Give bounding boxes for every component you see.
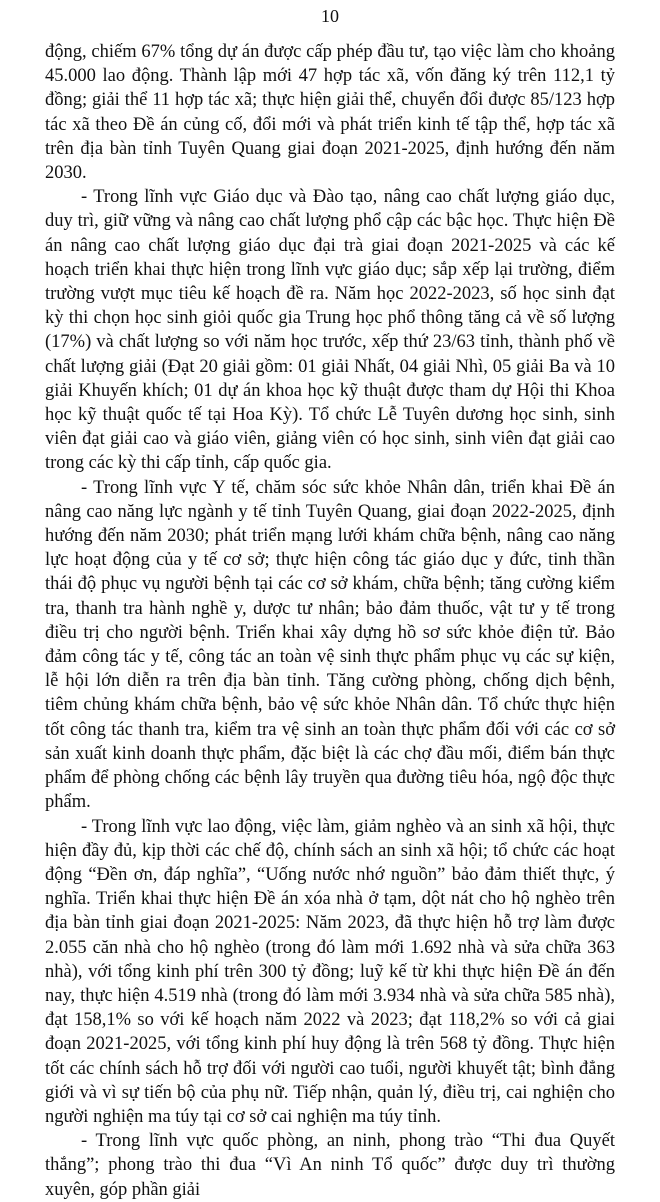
paragraph-education: - Trong lĩnh vực Giáo dục và Đào tạo, nâng cao chất lượng giáo dục, duy trì, giữ vững và nâng cao chất lượng phổ cập các bậc học. Thực hiện Đề án nâng cao chất lượng giáo dục đại trà giai đoạn 2021-2025 và các kế hoạch triển khai thực hiện trong lĩnh vực giáo dục; sắp xếp lại trường, điểm trường vượt mục tiêu kế hoạch đề ra. Năm học 2022-2023, số học sinh đạt kỳ thi chọn học sinh giỏi quốc gia Trung học phổ thông tăng cả về số lượng (17%) và chất lượng so với năm học trước, xếp thứ 23/63 tỉnh, thành phố về chất lượng giải (Đạt 20 giải gồm: 01 giải Nhất, 04 giải Nhì, 05 giải Ba và 10 giải Khuyến khích; 01 dự án khoa học kỹ thuật được tham dự Hội thi Khoa học kỹ thuật quốc tế tại Hoa Kỳ). Tổ chức Lễ Tuyên dương học sinh, sinh viên đạt giải cao và giáo viên, giảng viên có học sinh, sinh viên đạt giải cao trong các kỳ thi cấp tỉnh, cấp quốc gia.	[45, 187, 615, 474]
paragraph-defense-security: - Trong lĩnh vực quốc phòng, an ninh, phong trào “Thi đua Quyết thắng”; phong trào thi đua “Vì An ninh Tổ quốc” được duy trì thường xuyên, góp phần giải	[45, 1131, 615, 1200]
page-number: 10	[321, 6, 339, 26]
paragraph-economy-continued: động, chiếm 67% tổng dự án được cấp phép đầu tư, tạo việc làm cho khoảng 45.000 lao động. Thành lập mới 47 hợp tác xã, vốn đăng ký trên 112,1 tỷ đồng; giải thể 11 hợp tác xã; thực hiện giải thể, chuyển đổi được 85/123 hợp tác xã theo Đề án củng cố, đổi mới và phát triển kinh tế tập thể, hợp tác xã trên địa bàn tỉnh Tuyên Quang giai đoạn 2021-2025, định hướng đến năm 2030.	[45, 42, 615, 184]
document-page	[45, 4, 615, 1202]
paragraph-health: - Trong lĩnh vực Y tế, chăm sóc sức khỏe Nhân dân, triển khai Đề án nâng cao năng lực ngành y tế tỉnh Tuyên Quang, giai đoạn 2022-2025, định hướng đến năm 2030; phát triển mạng lưới khám chữa bệnh, nâng cao năng lực hoạt động của y tế cơ sở; thực hiện công tác giáo dục y đức, tinh thần thái độ phục vụ người bệnh tại các cơ sở khám, chữa bệnh; tăng cường kiểm tra, thanh tra hành nghề y, dược tư nhân; bảo đảm thuốc, vật tư y tế trong điều trị cho người bệnh. Triển khai xây dựng hồ sơ sức khỏe điện tử. Bảo đảm công tác y tế, công tác an toàn vệ sinh thực phẩm phục vụ các sự kiện, lễ hội lớn diễn ra trên địa bàn tỉnh. Tăng cường phòng, chống dịch bệnh, tiêm chủng khám chữa bệnh, bảo vệ sức khỏe Nhân dân. Tổ chức thực hiện tốt công tác thanh tra, kiểm tra vệ sinh an toàn thực phẩm đối với các cơ sở sản xuất kinh doanh thực phẩm, đặc biệt là các chợ đầu mối, điểm bán thực phẩm để phòng chống các bệnh lây truyền qua đường tiêu hóa, ngộ độc thực phẩm.	[45, 477, 615, 813]
paragraph-labor-social: - Trong lĩnh vực lao động, việc làm, giảm nghèo và an sinh xã hội, thực hiện đầy đủ, kịp thời các chế độ, chính sách an sinh xã hội; tổ chức các hoạt động “Đền ơn, đáp nghĩa”, “Uống nước nhớ nguồn” bảo đảm thiết thực, ý nghĩa. Triển khai thực hiện Đề án xóa nhà ở tạm, dột nát cho hộ nghèo trên địa bàn tỉnh giai đoạn 2021-2025: Năm 2023, đã thực hiện hỗ trợ làm được 2.055 căn nhà cho hộ nghèo (trong đó làm mới 1.692 nhà và sửa chữa 363 nhà), với tổng kinh phí trên 300 tỷ đồng; luỹ kế từ khi thực hiện Đề án đến nay, thực hiện 4.519 nhà (trong đó làm mới 3.934 nhà và sửa chữa 585 nhà), đạt 158,1% so với kế hoạch năm 2022 và 2023; đạt 118,2% so với cả giai đoạn 2021-2025, với tổng kinh phí huy động là trên 568 tỷ đồng. Thực hiện tốt các chính sách hỗ trợ đối với người cao tuổi, người khuyết tật; bình đẳng giới và vì sự tiến bộ của phụ nữ. Tiếp nhận, quản lý, điều trị, cai nghiện cho người nghiện ma túy tại cơ sở cai nghiện ma túy tỉnh.	[45, 816, 615, 1127]
